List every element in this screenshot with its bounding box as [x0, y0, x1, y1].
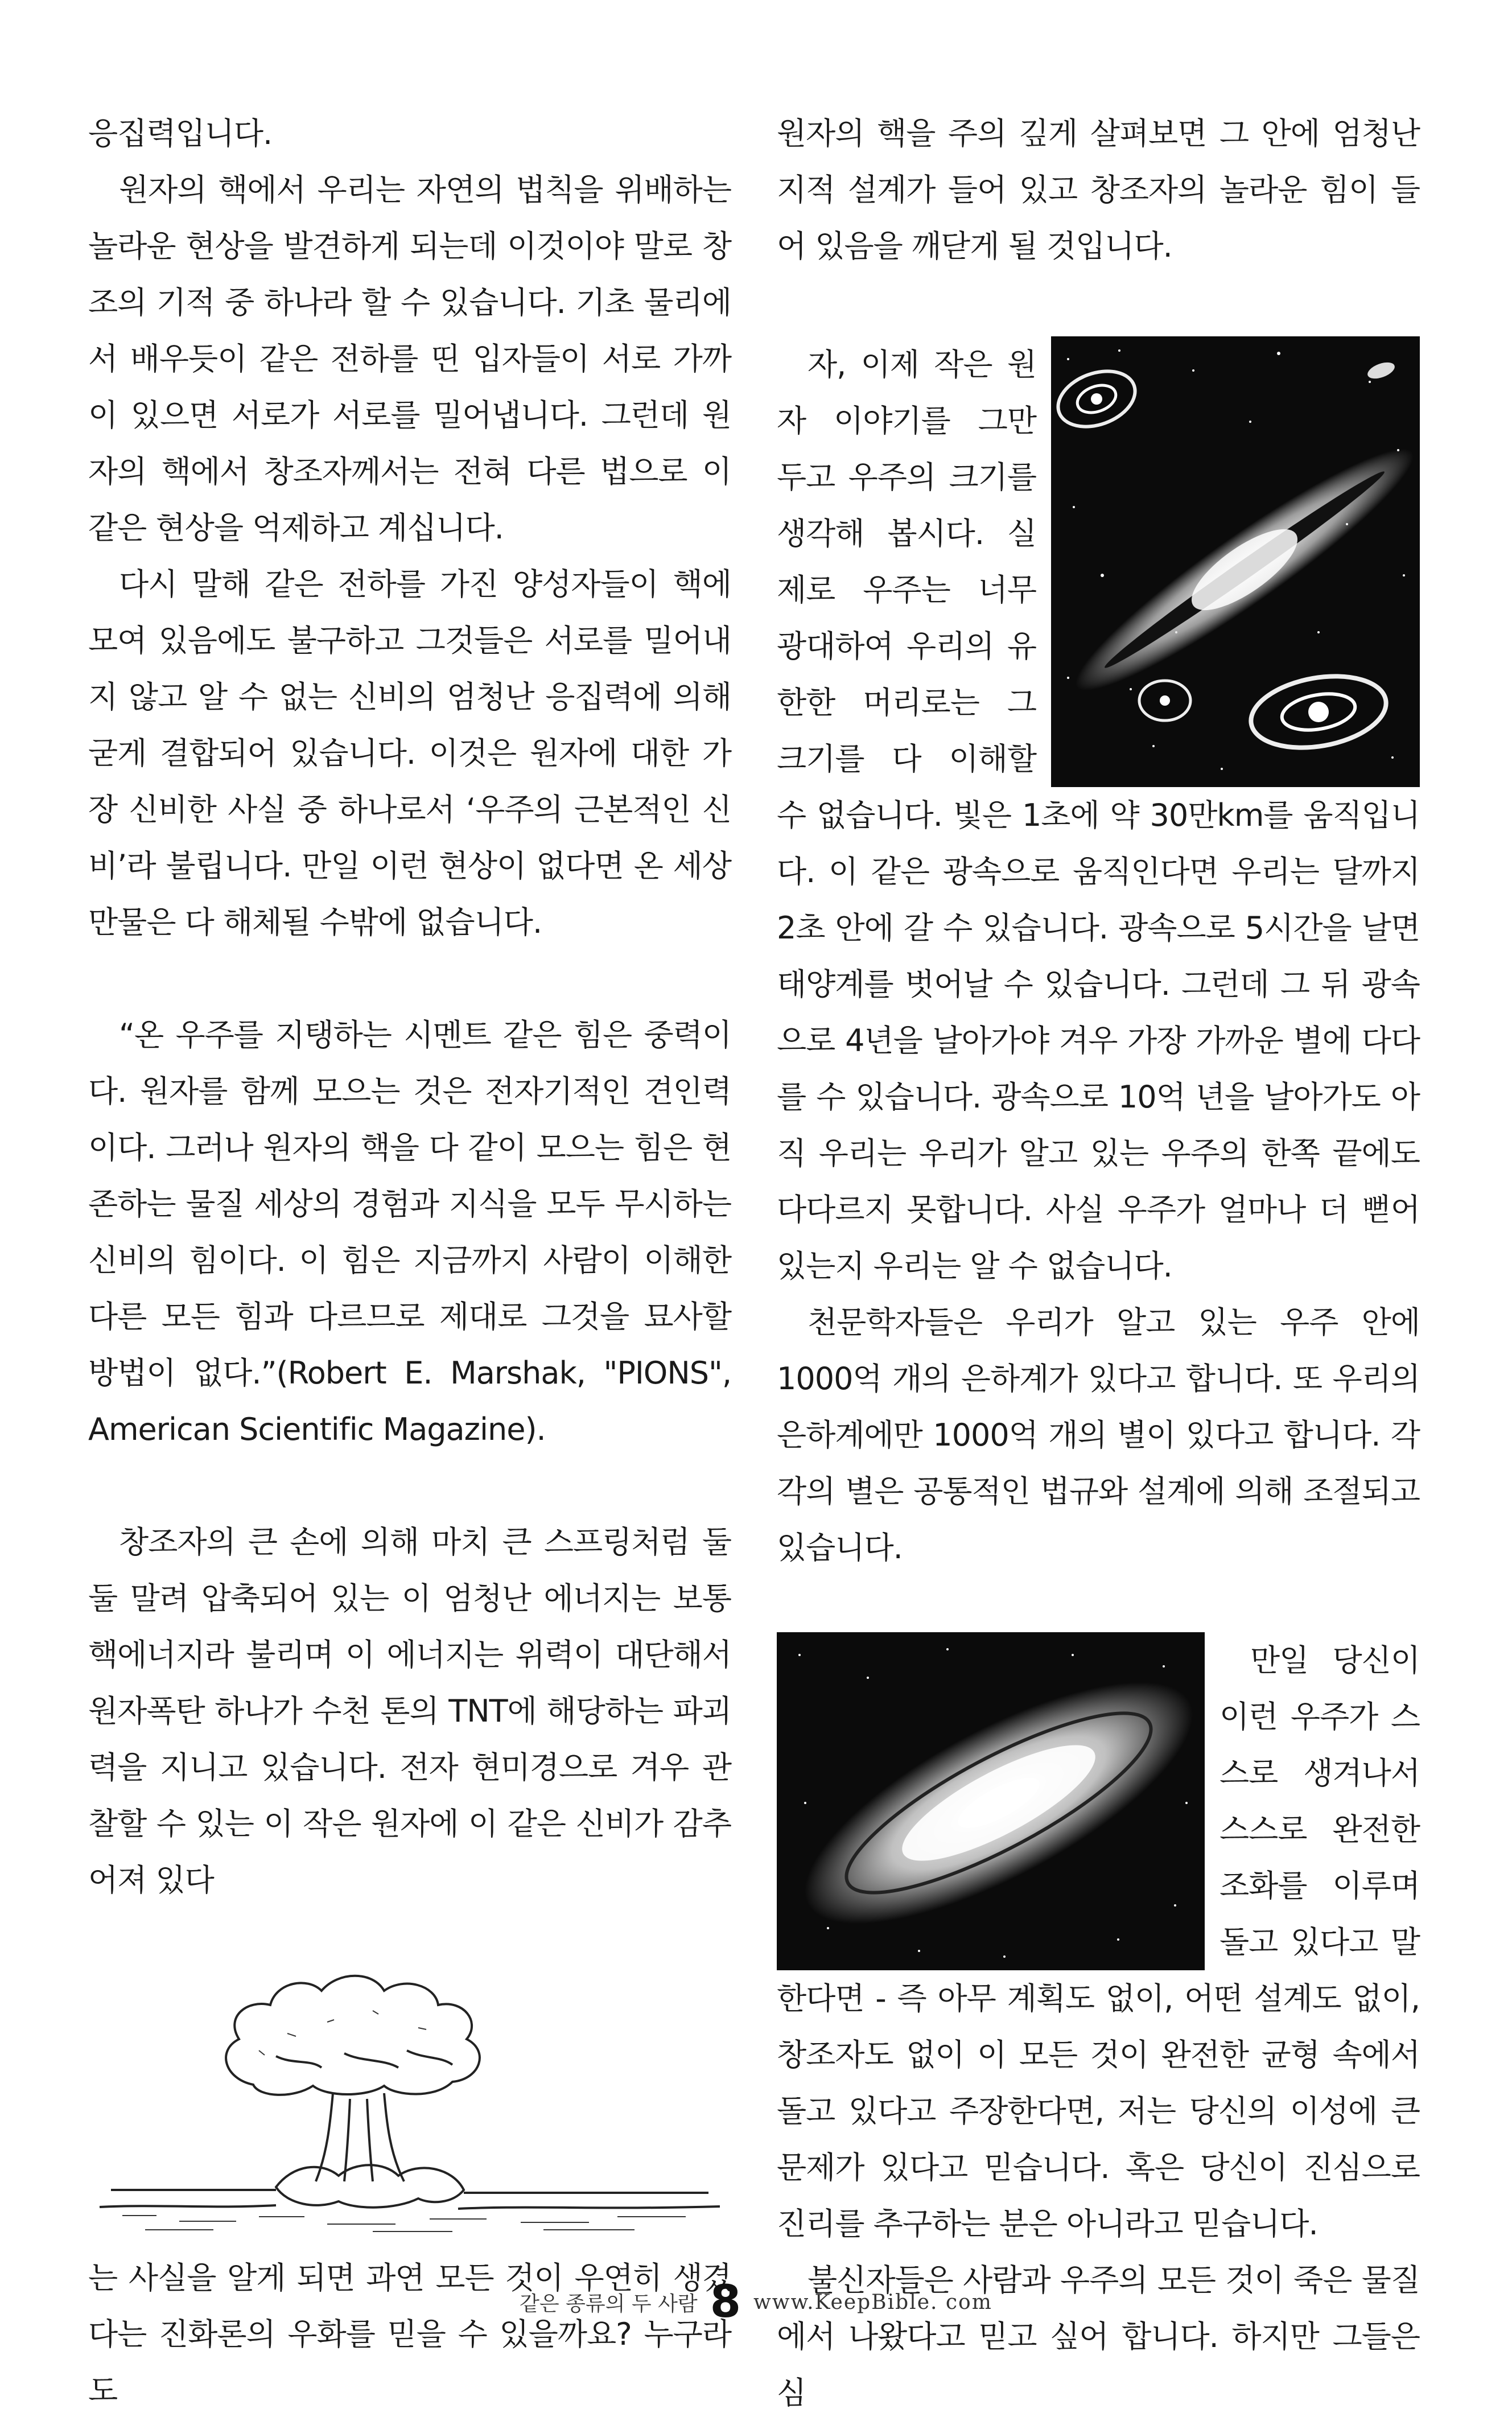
page-footer [0, 2271, 1512, 2333]
paragraph: 만일 당신이 이런 우주가 스스로 생겨나서 스스로 완전한 조화를 이루며 돌고 있다고 말한다면 - 즉 아무 계획도 없이, 어떤 설계도 없이, 창조자도 없이 이 모든 것이 완전한 균형 속에서 돌고 있다고 주장한다면, 저는 당신의 이성에 큰 문제가 있다고 믿습니다. 혹은 당신이 진심으로 진리를 추구하는 분은 아니라고 믿습니다. [777, 1642, 1420, 2242]
right-column [777, 105, 1420, 2421]
website-url: www.KeepBible. com [753, 2290, 992, 2314]
book-title: 같은 종류의 두 사람 [520, 2292, 698, 2316]
spiral-galaxy-illustration [777, 1632, 1205, 1970]
paragraph: 천문학자들은 우리가 알고 있는 우주 안에 1000억 개의 은하계가 있다고 합니다. 또 우리의 은하계에만 1000억 개의 별이 있다고 합니다. 각각의 별은 공통적인 법규와 설계에 의해 조절되고 있습니다. [777, 1304, 1420, 1566]
left-column [88, 105, 731, 2419]
spacer [88, 1457, 731, 1514]
quote-paragraph: “온 우주를 지탱하는 시멘트 같은 힘은 중력이다. 원자를 함께 모으는 것은 전자기적인 견인력이다. 그러나 원자의 핵을 다 같이 모으는 힘은 현존하는 물질 세상의 경험과 지식을 모두 무시하는 신비의 힘이다. 이 힘은 지금까지 사람이 이해한 다른 모든 힘과 다르므로 제대로 그것을 묘사할 방법이 없다.”(Robert E. Marshak, "PIONS", American Scientific Magazine). [88, 1017, 731, 1447]
mushroom-cloud-illustration [88, 1937, 731, 2237]
paragraph: 원자의 핵을 주의 깊게 살펴보면 그 안에 엄청난 지적 설계가 들어 있고 창조자의 놀라운 힘이 들어 있음을 깨닫게 될 것입니다. [777, 116, 1420, 264]
spacer [88, 1908, 731, 1937]
paragraph: 는 사실을 알게 되면 과연 모든 것이 우연히 생겼다는 진화론의 우화를 믿을 수 있을까요? 누구라도 [88, 2260, 731, 2408]
paragraph: 창조자의 큰 손에 의해 마치 큰 스프링처럼 둘둘 말려 압축되어 있는 이 엄청난 에너지는 보통 핵에너지라 불리며 이 에너지는 위력이 대단해서 원자폭탄 하나가 수천 톤의 TNT에 해당하는 파괴력을 지니고 있습니다. 전자 현미경으로 겨우 관찰할 수 있는 이 작은 원자에 이 같은 신비가 감추어져 있다 [88, 1524, 731, 1898]
paragraph: 원자의 핵에서 우리는 자연의 법칙을 위배하는 놀라운 현상을 발견하게 되는데 이것이야 말로 창조의 기적 중 하나라 할 수 있습니다. 기초 물리에서 배우듯이 같은 전하를 띤 입자들이 서로 가까이 있으면 서로가 서로를 밀어냅니다. 그런데 원자의 핵에서 창조자께서는 전혀 다른 법으로 이 같은 현상을 억제하고 계십니다. [88, 172, 731, 546]
spacer [777, 1576, 1420, 1632]
paragraph: 불신자들은 사람과 우주의 모든 것이 죽은 물질에서 나왔다고 믿고 싶어 합니다. 하지만 그들은 심 [777, 2262, 1420, 2411]
spacer [777, 274, 1420, 336]
galaxies-illustration [1051, 336, 1420, 787]
paragraph: 응집력입니다. [88, 116, 273, 151]
page-number: 8 [710, 2276, 741, 2328]
paragraph: 자, 이제 작은 원자 이야기를 그만 두고 우주의 크기를 생각해 봅시다. 실제로 우주는 너무 광대하여 우리의 유한한 머리로는 그 크기를 다 이해할 수 없습니다. 빛은 1초에 약 30만km를 움직입니다. 이 같은 광속으로 움직인다면 우리는 달까지 2초 안에 갈 수 있습니다. 광속으로 5시간을 날면 태양계를 벗어날 수 있습니다. 그런데 그 뒤 광속으로 4년을 날아가야 겨우 가장 가까운 별에 다다를 수 있습니다. 광속으로 10억 년을 날아가도 아직 우리는 우리가 알고 있는 우주의 한쪽 끝에도 다다르지 못합니다. 사실 우주가 얼마나 더 뻗어 있는지 우리는 알 수 없습니다. [777, 347, 1420, 1284]
paragraph: 다시 말해 같은 전하를 가진 양성자들이 핵에 모여 있음에도 불구하고 그것들은 서로를 밀어내지 않고 알 수 없는 신비의 엄청난 응집력에 의해 굳게 결합되어 있습니다. 이것은 원자에 대한 가장 신비한 사실 중 하나로서 ‘우주의 근본적인 신비’라 불립니다. 만일 이런 현상이 없다면 온 세상 만물은 다 해체될 수밖에 없습니다. [88, 566, 731, 940]
spacer [88, 950, 731, 1007]
